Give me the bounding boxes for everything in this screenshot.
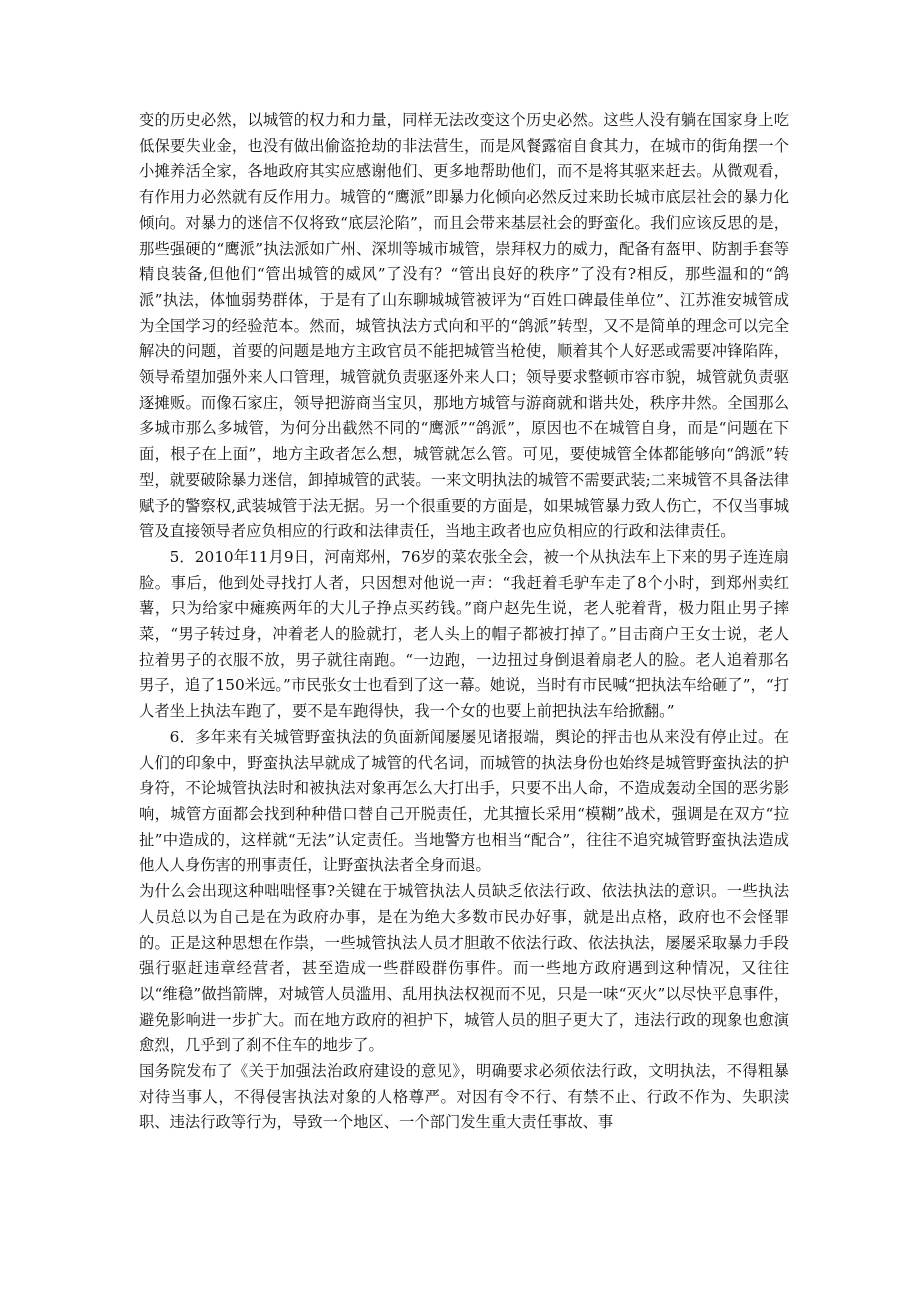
- paragraph-4: 为什么会出现这种咄咄怪事?关键在于城管执法人员缺乏依法行政、依法执法的意识。一些执法人员总以为自己是在为政府办事，是在为绝大多数市民办好事，就是出点格，政府也不会怪罪的。正是这种思想在作祟，一些城管执法人员才胆敢不依法行政、依法执法，屡屡采取暴力手段强行驱赶违章经营者，甚至造成一些群殴群伤事件。而一些地方政府遇到这种情况，又往往以“维稳”做挡箭牌，对城管人员滥用、乱用执法权视而不见，只是一味“灭火”以尽快平息事件，避免影响进一步扩大。而在地方政府的袒护下，城管人员的胆子更大了，违法行政的现象也愈演愈烈，几乎到了刹不住车的地步了。: [139, 882, 789, 1055]
- paragraph-5: 国务院发布了《关于加强法治政府建设的意见》，明确要求必须依法行政，文明执法，不得粗暴对待当事人，不得侵害执法对象的人格尊严。对因有令不行、有禁不止、行政不作为、失职渎职、违法行政等行为，导致一个地区、一个部门发生重大责任事故、事: [139, 1062, 789, 1132]
- paragraph-3-item-6: 6．多年来有关城管野蛮执法的负面新闻屡屡见诸报端，舆论的抨击也从来没有停止过。在人们的印象中，野蛮执法早就成了城管的代名词，而城管的执法身份也始终是城管野蛮执法的护身符，不论城管执法时和被执法对象再怎么大打出手，只要不出人命，不造成轰动全国的恶劣影响，城管方面都会找到种种借口替自己开脱责任，尤其擅长采用“模糊”战术，强调是在双方“拉扯”中造成的，这样就“无法”认定责任。当地警方也相当“配合”，往往不追究城管野蛮执法造成他人人身伤害的刑事责任，让野蛮执法者全身而退。: [139, 727, 789, 875]
- paragraph-2-item-5: 5．2010年11月9日，河南郑州，76岁的菜农张全会，被一个从执法车上下来的男子连连扇脸。事后，他到处寻找打人者，只因想对他说一声：“我赶着毛驴车走了8个小时，到郑州卖红薯，只为给家中瘫痪两年的大儿子挣点买药钱。”商户赵先生说，老人驼着背，极力阻止男子摔菜，“男子转过身，冲着老人的脸就打，老人头上的帽子都被打掉了。”目击商户王女士说，老人拉着男子的衣服不放，男子就往南跑。“一边跑，一边扭过身倒退着扇老人的脸。老人追着那名男子，追了150米远。”市民张女士也看到了这一幕。她说，当时有市民喊“把执法车给砸了”，“打人者坐上执法车跑了，要不是车跑得快，我一个女的也要上前把执法车给掀翻。”: [139, 547, 789, 721]
- paragraph-1: 变的历史必然，以城管的权力和力量，同样无法改变这个历史必然。这些人没有躺在国家身上吃低保要失业金，也没有做出偷盗抢劫的非法营生，而是风餐露宿自食其力，在城市的街角摆一个小摊养活全家，各地政府其实应感谢他们、更多地帮助他们，而不是将其驱来赶去。从微观看，有作用力必然就有反作用力。城管的“鹰派”即暴力化倾向必然反过来助长城市底层社会的暴力化倾向。对暴力的迷信不仅将致“底层沦陷”，而且会带来基层社会的野蛮化。我们应该反思的是，那些强硬的“鹰派”执法派如广州、深圳等城市城管，崇拜权力的威力，配备有盔甲、防割手套等精良装备,但他们“管出城管的威风”了没有？“管出良好的秩序”了没有?相反，那些温和的“鸽派”执法，体恤弱势群体，于是有了山东聊城城管被评为“百姓口碑最佳单位”、江苏淮安城管成为全国学习的经验范本。然而，城管执法方式向和平的“鸽派”转型，又不是简单的理念可以完全解决的问题，首要的问题是地方主政官员不能把城管当枪使，顺着其个人好恶或需要冲锋陷阵，领导希望加强外来人口管理，城管就负责驱逐外来人口；领导要求整顿市容市貌，城管就负责驱逐摊贩。而像石家庄，领导把游商当宝贝，那地方城管与游商就和谐共处，秩序井然。全国那么多城市那么多城管，为何分出截然不同的“鹰派”“鸽派”，原因也不在城管自身，而是“问题在下面，根子在上面”，地方主政者怎么想，城管就怎么管。可见，要使城管全体都能够向“鸽派”转型，就要破除暴力迷信，卸掉城管的武装。一来文明执法的城管不需要武装;二来城管不具备法律赋予的警察权,武装城管于法无据。另一个很重要的方面是，如果城管暴力致人伤亡，不仅当事城管及直接领导者应负相应的行政和法律责任，当地主政者也应负相应的行政和法律责任。: [139, 111, 789, 541]
- document-page: [139, 108, 789, 1136]
